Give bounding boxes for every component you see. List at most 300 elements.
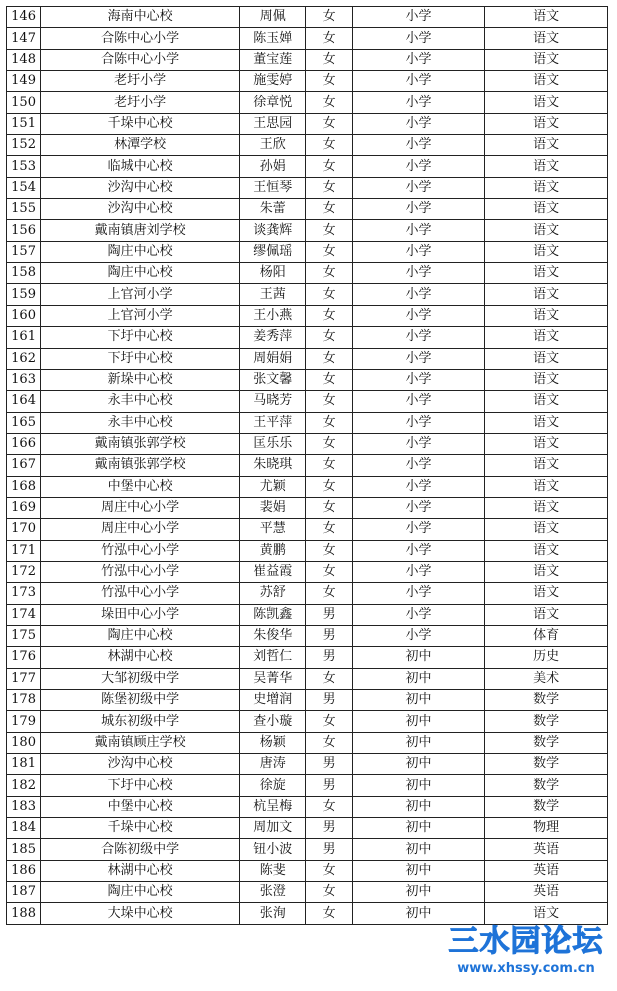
table-row xyxy=(7,497,608,518)
table-row xyxy=(7,199,608,220)
table-row xyxy=(7,305,608,326)
gender-cell: 女 xyxy=(306,455,352,476)
subject-cell: 数学 xyxy=(485,690,608,711)
subject-cell: 数学 xyxy=(485,754,608,775)
gender-cell: 男 xyxy=(306,839,352,860)
gender-cell: 男 xyxy=(306,818,352,839)
table-row xyxy=(7,7,608,28)
row-number-cell: 157 xyxy=(7,241,41,262)
school-cell: 临城中心校 xyxy=(41,156,240,177)
subject-cell: 英语 xyxy=(485,882,608,903)
gender-cell: 女 xyxy=(306,732,352,753)
school-level-cell: 小学 xyxy=(352,284,485,305)
school-level-cell: 小学 xyxy=(352,113,485,134)
gender-cell: 女 xyxy=(306,263,352,284)
gender-cell: 女 xyxy=(306,7,352,28)
subject-cell: 语文 xyxy=(485,519,608,540)
school-cell: 合陈中心小学 xyxy=(41,28,240,49)
school-cell: 陶庄中心校 xyxy=(41,882,240,903)
school-cell: 大邹初级中学 xyxy=(41,668,240,689)
subject-cell: 语文 xyxy=(485,113,608,134)
school-cell: 沙沟中心校 xyxy=(41,177,240,198)
table-row xyxy=(7,263,608,284)
subject-cell: 数学 xyxy=(485,775,608,796)
school-cell: 陈堡初级中学 xyxy=(41,690,240,711)
row-number-cell: 181 xyxy=(7,754,41,775)
gender-cell: 女 xyxy=(306,284,352,305)
school-cell: 千垛中心校 xyxy=(41,818,240,839)
school-cell: 中堡中心校 xyxy=(41,796,240,817)
row-number-cell: 161 xyxy=(7,327,41,348)
subject-cell: 语文 xyxy=(485,263,608,284)
row-number-cell: 164 xyxy=(7,391,41,412)
row-number-cell: 183 xyxy=(7,796,41,817)
row-number-cell: 184 xyxy=(7,818,41,839)
subject-cell: 数学 xyxy=(485,732,608,753)
school-cell: 竹泓中心小学 xyxy=(41,583,240,604)
school-cell: 下圩中心校 xyxy=(41,775,240,796)
school-level-cell: 小学 xyxy=(352,305,485,326)
table-row xyxy=(7,49,608,70)
row-number-cell: 154 xyxy=(7,177,41,198)
subject-cell: 物理 xyxy=(485,818,608,839)
name-cell: 张洵 xyxy=(240,903,306,924)
name-cell: 尤颖 xyxy=(240,476,306,497)
row-number-cell: 187 xyxy=(7,882,41,903)
subject-cell: 语文 xyxy=(485,604,608,625)
row-number-cell: 171 xyxy=(7,540,41,561)
subject-cell: 语文 xyxy=(485,476,608,497)
school-level-cell: 初中 xyxy=(352,775,485,796)
name-cell: 裴娟 xyxy=(240,497,306,518)
table-row xyxy=(7,113,608,134)
gender-cell: 女 xyxy=(306,71,352,92)
name-cell: 杨颖 xyxy=(240,732,306,753)
school-level-cell: 小学 xyxy=(352,519,485,540)
name-cell: 平慧 xyxy=(240,519,306,540)
gender-cell: 女 xyxy=(306,113,352,134)
school-level-cell: 小学 xyxy=(352,348,485,369)
subject-cell: 语文 xyxy=(485,135,608,156)
gender-cell: 女 xyxy=(306,433,352,454)
subject-cell: 语文 xyxy=(485,199,608,220)
table-row xyxy=(7,711,608,732)
table-row xyxy=(7,348,608,369)
subject-cell: 语文 xyxy=(485,284,608,305)
teacher-list-table xyxy=(6,6,608,925)
table-row xyxy=(7,519,608,540)
gender-cell: 女 xyxy=(306,412,352,433)
school-cell: 竹泓中心小学 xyxy=(41,540,240,561)
subject-cell: 语文 xyxy=(485,455,608,476)
gender-cell: 男 xyxy=(306,775,352,796)
school-level-cell: 小学 xyxy=(352,433,485,454)
table-row xyxy=(7,903,608,924)
school-cell: 下圩中心校 xyxy=(41,348,240,369)
school-cell: 永丰中心校 xyxy=(41,412,240,433)
table-row xyxy=(7,135,608,156)
name-cell: 王茜 xyxy=(240,284,306,305)
school-cell: 永丰中心校 xyxy=(41,391,240,412)
gender-cell: 女 xyxy=(306,241,352,262)
gender-cell: 女 xyxy=(306,882,352,903)
table-row xyxy=(7,818,608,839)
row-number-cell: 150 xyxy=(7,92,41,113)
row-number-cell: 169 xyxy=(7,497,41,518)
school-level-cell: 小学 xyxy=(352,7,485,28)
school-cell: 林湖中心校 xyxy=(41,647,240,668)
school-cell: 上官河小学 xyxy=(41,305,240,326)
table-row xyxy=(7,625,608,646)
row-number-cell: 151 xyxy=(7,113,41,134)
table-row xyxy=(7,839,608,860)
school-level-cell: 初中 xyxy=(352,903,485,924)
subject-cell: 语文 xyxy=(485,348,608,369)
school-cell: 戴南镇张郭学校 xyxy=(41,455,240,476)
name-cell: 王小燕 xyxy=(240,305,306,326)
school-cell: 竹泓中心小学 xyxy=(41,561,240,582)
school-cell: 老圩小学 xyxy=(41,92,240,113)
subject-cell: 语文 xyxy=(485,156,608,177)
school-level-cell: 初中 xyxy=(352,818,485,839)
school-level-cell: 小学 xyxy=(352,92,485,113)
school-cell: 下圩中心校 xyxy=(41,327,240,348)
school-level-cell: 小学 xyxy=(352,49,485,70)
gender-cell: 女 xyxy=(306,92,352,113)
row-number-cell: 173 xyxy=(7,583,41,604)
gender-cell: 男 xyxy=(306,625,352,646)
subject-cell: 语文 xyxy=(485,92,608,113)
table-row xyxy=(7,369,608,390)
gender-cell: 女 xyxy=(306,199,352,220)
subject-cell: 语文 xyxy=(485,497,608,518)
table-row xyxy=(7,668,608,689)
gender-cell: 男 xyxy=(306,604,352,625)
school-level-cell: 初中 xyxy=(352,882,485,903)
gender-cell: 男 xyxy=(306,690,352,711)
school-cell: 老圩小学 xyxy=(41,71,240,92)
row-number-cell: 188 xyxy=(7,903,41,924)
school-level-cell: 小学 xyxy=(352,135,485,156)
name-cell: 朱晓琪 xyxy=(240,455,306,476)
school-cell: 沙沟中心校 xyxy=(41,754,240,775)
gender-cell: 女 xyxy=(306,327,352,348)
subject-cell: 语文 xyxy=(485,903,608,924)
name-cell: 张文馨 xyxy=(240,369,306,390)
row-number-cell: 174 xyxy=(7,604,41,625)
table-row xyxy=(7,775,608,796)
subject-cell: 语文 xyxy=(485,220,608,241)
row-number-cell: 185 xyxy=(7,839,41,860)
row-number-cell: 165 xyxy=(7,412,41,433)
subject-cell: 语文 xyxy=(485,583,608,604)
subject-cell: 语文 xyxy=(485,71,608,92)
row-number-cell: 166 xyxy=(7,433,41,454)
school-level-cell: 初中 xyxy=(352,690,485,711)
row-number-cell: 148 xyxy=(7,49,41,70)
table-row xyxy=(7,220,608,241)
school-cell: 沙沟中心校 xyxy=(41,199,240,220)
school-level-cell: 初中 xyxy=(352,711,485,732)
table-row xyxy=(7,177,608,198)
table-row xyxy=(7,71,608,92)
school-cell: 周庄中心小学 xyxy=(41,519,240,540)
watermark-logo: 三水园论坛 xyxy=(448,924,604,959)
subject-cell: 数学 xyxy=(485,796,608,817)
table-row xyxy=(7,156,608,177)
name-cell: 周娟娟 xyxy=(240,348,306,369)
row-number-cell: 159 xyxy=(7,284,41,305)
row-number-cell: 160 xyxy=(7,305,41,326)
school-level-cell: 小学 xyxy=(352,391,485,412)
row-number-cell: 182 xyxy=(7,775,41,796)
table-row xyxy=(7,540,608,561)
subject-cell: 语文 xyxy=(485,49,608,70)
name-cell: 王思园 xyxy=(240,113,306,134)
subject-cell: 语文 xyxy=(485,305,608,326)
name-cell: 史增润 xyxy=(240,690,306,711)
name-cell: 周佩 xyxy=(240,7,306,28)
school-level-cell: 小学 xyxy=(352,156,485,177)
school-level-cell: 小学 xyxy=(352,177,485,198)
name-cell: 孙娟 xyxy=(240,156,306,177)
name-cell: 吴菁华 xyxy=(240,668,306,689)
watermark xyxy=(441,925,611,985)
school-level-cell: 小学 xyxy=(352,199,485,220)
school-cell: 千垛中心校 xyxy=(41,113,240,134)
school-level-cell: 小学 xyxy=(352,412,485,433)
subject-cell: 语文 xyxy=(485,412,608,433)
subject-cell: 英语 xyxy=(485,860,608,881)
subject-cell: 历史 xyxy=(485,647,608,668)
school-cell: 戴南镇张郭学校 xyxy=(41,433,240,454)
school-level-cell: 初中 xyxy=(352,668,485,689)
table-row xyxy=(7,604,608,625)
school-level-cell: 小学 xyxy=(352,71,485,92)
gender-cell: 女 xyxy=(306,177,352,198)
row-number-cell: 146 xyxy=(7,7,41,28)
school-level-cell: 小学 xyxy=(352,561,485,582)
subject-cell: 语文 xyxy=(485,561,608,582)
school-cell: 中堡中心校 xyxy=(41,476,240,497)
row-number-cell: 155 xyxy=(7,199,41,220)
subject-cell: 语文 xyxy=(485,391,608,412)
name-cell: 朱蕾 xyxy=(240,199,306,220)
name-cell: 陈玉婵 xyxy=(240,28,306,49)
name-cell: 王欣 xyxy=(240,135,306,156)
table-row xyxy=(7,583,608,604)
school-level-cell: 小学 xyxy=(352,604,485,625)
school-level-cell: 小学 xyxy=(352,220,485,241)
table-row xyxy=(7,327,608,348)
school-cell: 合陈中心小学 xyxy=(41,49,240,70)
gender-cell: 女 xyxy=(306,476,352,497)
subject-cell: 语文 xyxy=(485,369,608,390)
school-level-cell: 小学 xyxy=(352,625,485,646)
school-level-cell: 小学 xyxy=(352,28,485,49)
school-level-cell: 小学 xyxy=(352,263,485,284)
school-cell: 城东初级中学 xyxy=(41,711,240,732)
table-row xyxy=(7,647,608,668)
school-cell: 合陈初级中学 xyxy=(41,839,240,860)
row-number-cell: 177 xyxy=(7,668,41,689)
school-level-cell: 小学 xyxy=(352,583,485,604)
subject-cell: 语文 xyxy=(485,28,608,49)
name-cell: 马晓芳 xyxy=(240,391,306,412)
name-cell: 周加文 xyxy=(240,818,306,839)
name-cell: 缪佩瑶 xyxy=(240,241,306,262)
gender-cell: 女 xyxy=(306,369,352,390)
table-row xyxy=(7,391,608,412)
name-cell: 匡乐乐 xyxy=(240,433,306,454)
name-cell: 陈斐 xyxy=(240,860,306,881)
table-row xyxy=(7,796,608,817)
subject-cell: 数学 xyxy=(485,711,608,732)
name-cell: 崔益霞 xyxy=(240,561,306,582)
row-number-cell: 172 xyxy=(7,561,41,582)
school-level-cell: 小学 xyxy=(352,476,485,497)
school-level-cell: 初中 xyxy=(352,860,485,881)
subject-cell: 语文 xyxy=(485,540,608,561)
row-number-cell: 179 xyxy=(7,711,41,732)
school-level-cell: 小学 xyxy=(352,369,485,390)
school-cell: 戴南镇唐刘学校 xyxy=(41,220,240,241)
name-cell: 刘哲仁 xyxy=(240,647,306,668)
table-row xyxy=(7,284,608,305)
gender-cell: 男 xyxy=(306,647,352,668)
name-cell: 徐旋 xyxy=(240,775,306,796)
name-cell: 朱俊华 xyxy=(240,625,306,646)
name-cell: 唐涛 xyxy=(240,754,306,775)
school-level-cell: 初中 xyxy=(352,796,485,817)
gender-cell: 女 xyxy=(306,135,352,156)
table-row xyxy=(7,732,608,753)
school-cell: 大垛中心校 xyxy=(41,903,240,924)
gender-cell: 女 xyxy=(306,540,352,561)
row-number-cell: 178 xyxy=(7,690,41,711)
gender-cell: 女 xyxy=(306,497,352,518)
school-cell: 戴南镇顾庄学校 xyxy=(41,732,240,753)
school-cell: 林湖中心校 xyxy=(41,860,240,881)
table-row xyxy=(7,690,608,711)
row-number-cell: 170 xyxy=(7,519,41,540)
school-level-cell: 小学 xyxy=(352,497,485,518)
table-row xyxy=(7,754,608,775)
subject-cell: 英语 xyxy=(485,839,608,860)
gender-cell: 女 xyxy=(306,28,352,49)
gender-cell: 女 xyxy=(306,156,352,177)
school-cell: 上官河小学 xyxy=(41,284,240,305)
school-level-cell: 小学 xyxy=(352,455,485,476)
name-cell: 王平萍 xyxy=(240,412,306,433)
row-number-cell: 152 xyxy=(7,135,41,156)
table-body xyxy=(7,7,608,925)
table-row xyxy=(7,28,608,49)
table-row xyxy=(7,882,608,903)
school-cell: 海南中心校 xyxy=(41,7,240,28)
gender-cell: 女 xyxy=(306,860,352,881)
school-level-cell: 初中 xyxy=(352,732,485,753)
watermark-url: www.xhssy.com.cn xyxy=(457,961,595,976)
row-number-cell: 149 xyxy=(7,71,41,92)
gender-cell: 女 xyxy=(306,796,352,817)
table-row xyxy=(7,92,608,113)
row-number-cell: 175 xyxy=(7,625,41,646)
name-cell: 杨阳 xyxy=(240,263,306,284)
gender-cell: 女 xyxy=(306,583,352,604)
name-cell: 徐章悦 xyxy=(240,92,306,113)
name-cell: 苏舒 xyxy=(240,583,306,604)
gender-cell: 女 xyxy=(306,220,352,241)
school-cell: 陶庄中心校 xyxy=(41,263,240,284)
table-row xyxy=(7,561,608,582)
gender-cell: 女 xyxy=(306,668,352,689)
row-number-cell: 163 xyxy=(7,369,41,390)
name-cell: 查小璇 xyxy=(240,711,306,732)
row-number-cell: 147 xyxy=(7,28,41,49)
school-cell: 陶庄中心校 xyxy=(41,241,240,262)
name-cell: 王恒琴 xyxy=(240,177,306,198)
school-cell: 新垛中心校 xyxy=(41,369,240,390)
subject-cell: 语文 xyxy=(485,241,608,262)
name-cell: 黄鹏 xyxy=(240,540,306,561)
row-number-cell: 186 xyxy=(7,860,41,881)
table-row xyxy=(7,860,608,881)
subject-cell: 语文 xyxy=(485,433,608,454)
gender-cell: 女 xyxy=(306,711,352,732)
name-cell: 杭呈梅 xyxy=(240,796,306,817)
row-number-cell: 158 xyxy=(7,263,41,284)
table-row xyxy=(7,433,608,454)
school-level-cell: 初中 xyxy=(352,839,485,860)
subject-cell: 美术 xyxy=(485,668,608,689)
gender-cell: 女 xyxy=(306,561,352,582)
school-cell: 林潭学校 xyxy=(41,135,240,156)
name-cell: 钮小波 xyxy=(240,839,306,860)
table-row xyxy=(7,241,608,262)
name-cell: 陈凯鑫 xyxy=(240,604,306,625)
school-level-cell: 小学 xyxy=(352,540,485,561)
school-cell: 垛田中心小学 xyxy=(41,604,240,625)
subject-cell: 语文 xyxy=(485,327,608,348)
gender-cell: 女 xyxy=(306,348,352,369)
table-row xyxy=(7,412,608,433)
gender-cell: 女 xyxy=(306,903,352,924)
school-cell: 陶庄中心校 xyxy=(41,625,240,646)
name-cell: 董宝莲 xyxy=(240,49,306,70)
table-row xyxy=(7,455,608,476)
school-level-cell: 小学 xyxy=(352,241,485,262)
row-number-cell: 153 xyxy=(7,156,41,177)
name-cell: 张澄 xyxy=(240,882,306,903)
row-number-cell: 167 xyxy=(7,455,41,476)
row-number-cell: 168 xyxy=(7,476,41,497)
name-cell: 谈龚辉 xyxy=(240,220,306,241)
row-number-cell: 162 xyxy=(7,348,41,369)
school-level-cell: 初中 xyxy=(352,754,485,775)
subject-cell: 语文 xyxy=(485,7,608,28)
gender-cell: 女 xyxy=(306,49,352,70)
gender-cell: 女 xyxy=(306,305,352,326)
gender-cell: 女 xyxy=(306,391,352,412)
row-number-cell: 180 xyxy=(7,732,41,753)
row-number-cell: 176 xyxy=(7,647,41,668)
name-cell: 姜秀萍 xyxy=(240,327,306,348)
school-level-cell: 初中 xyxy=(352,647,485,668)
gender-cell: 男 xyxy=(306,754,352,775)
gender-cell: 女 xyxy=(306,519,352,540)
subject-cell: 体育 xyxy=(485,625,608,646)
